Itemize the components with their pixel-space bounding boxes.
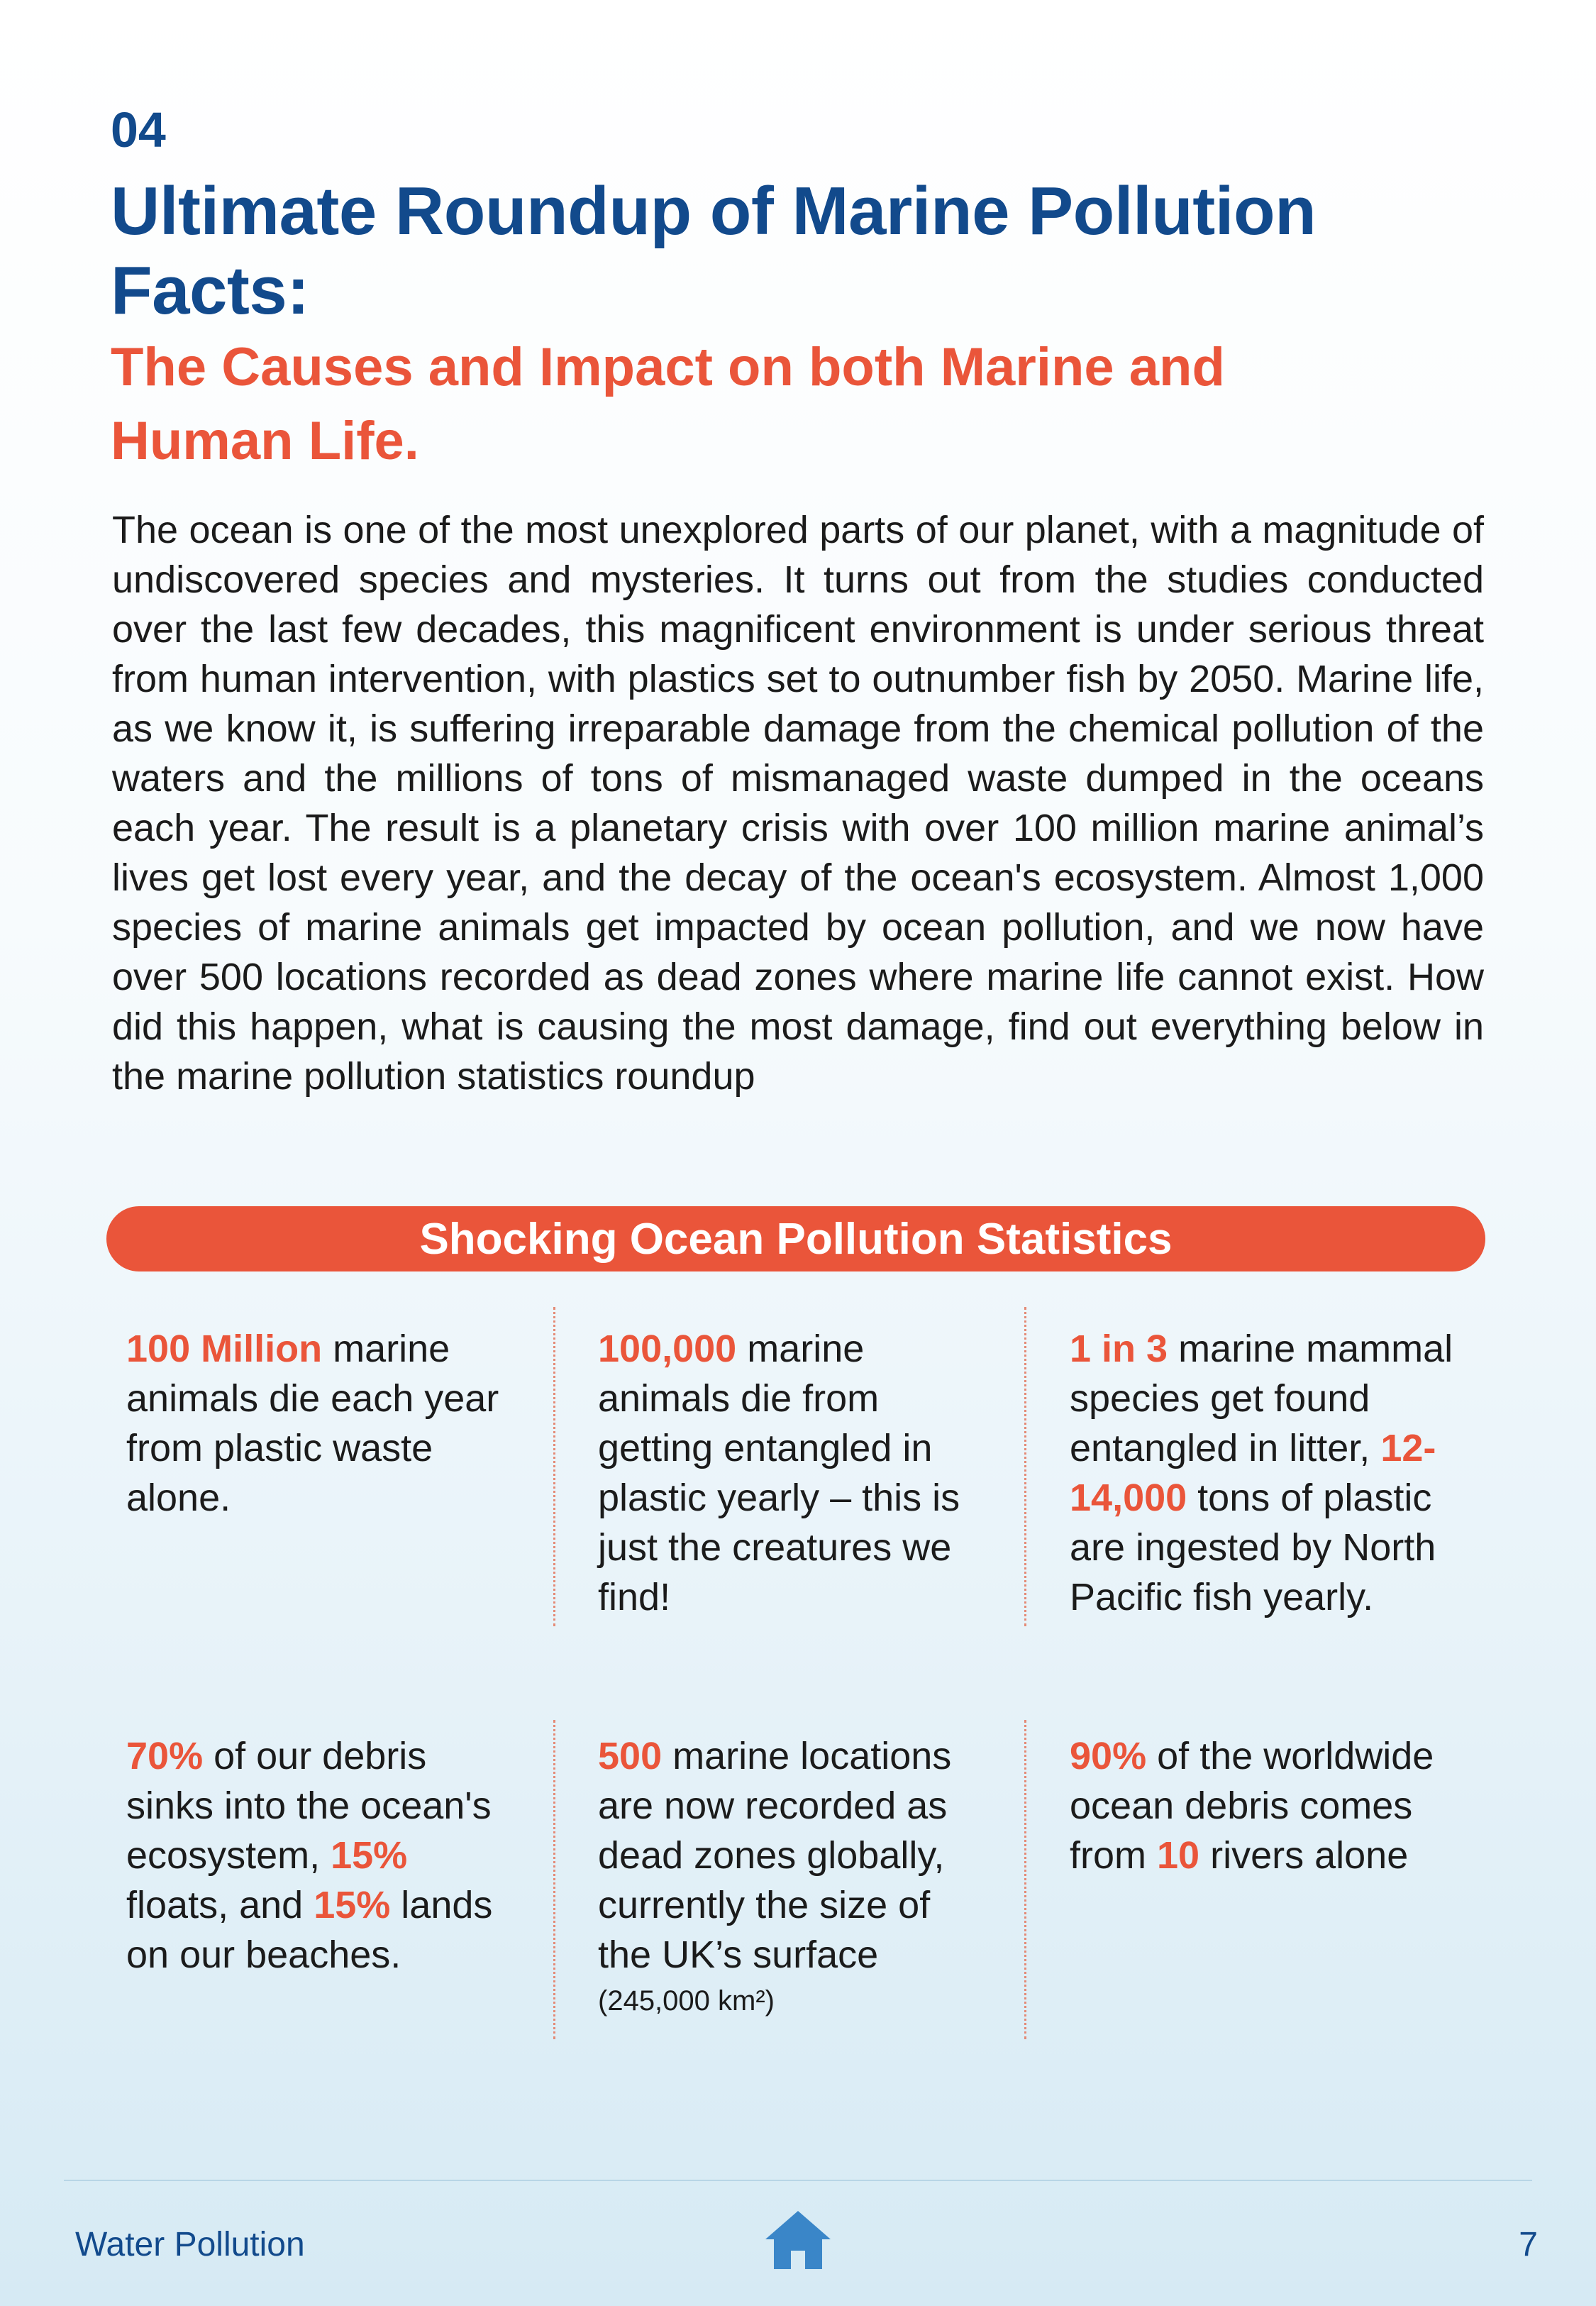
intro-paragraph: The ocean is one of the most unexplored parts of our planet, with a magnitude of undiscovered species and mysteries. It turns out from the studies conducted over the last few decades, this magnificent environment is under serious threat from human intervention, with plastics set to outnumber fish by 2050. Marine life, as we know it, is suffering irreparable damage from the chemical pollution of the waters and the millions of tons of mismanaged waste dumped in the oceans each year. The result is a planetary crisis with over 100 million marine animal’s lives get lost every year, and the decay of the ocean's ecosystem. Almost 1,000 species of marine animals get impacted by ocean pollution, and we now have over 500 locations recorded as dead zones where marine life cannot exist. How did this happen, what is causing the most damage, find out everything below in the marine pollution statistics roundup [112, 509, 1484, 1098]
column-divider [1024, 1307, 1026, 1626]
stat-highlight: 500 [598, 1735, 663, 1777]
column-divider [553, 1720, 555, 2039]
stat-card-1 [126, 1324, 523, 1523]
stat-text: marine locations are now recorded as dead zones globally, currently the size of the UK’s surface [598, 1735, 952, 1976]
stat-highlight: 90% [1070, 1735, 1147, 1777]
stat-text: marine mammal species get found entangled in litter, [1070, 1328, 1453, 1469]
stat-highlight: 15% [314, 1884, 391, 1926]
stat-card-3 [1070, 1324, 1467, 1622]
stat-text: floats, and [126, 1884, 314, 1926]
stat-note: (245,000 km²) [598, 1985, 775, 2017]
stats-banner-label: Shocking Ocean Pollution Statistics [419, 1214, 1173, 1264]
stats-banner [106, 1206, 1485, 1271]
stat-text: rivers alone [1199, 1834, 1409, 1877]
home-icon[interactable] [763, 2208, 833, 2272]
stat-card-6 [1070, 1731, 1439, 1880]
stat-text: of the worldwide ocean debris comes from [1070, 1735, 1434, 1877]
stat-card-2 [598, 1324, 995, 1622]
column-divider [1024, 1720, 1026, 2039]
stat-text: marine animals die each year from plastic waste alone. [126, 1328, 499, 1519]
stat-card-4 [126, 1731, 509, 1980]
footer-section-title: Water Pollution [75, 2226, 305, 2263]
stat-highlight: 100,000 [598, 1328, 737, 1370]
stat-highlight: 10 [1157, 1834, 1200, 1877]
stat-highlight: 1 in 3 [1070, 1328, 1168, 1370]
page-title: Ultimate Roundup of Marine Pollution Facts: [111, 173, 1317, 329]
page-number: 7 [1519, 2226, 1538, 2263]
stat-highlight: 70% [126, 1735, 204, 1777]
page-subtitle: The Causes and Impact on both Marine and Human Life. [111, 337, 1225, 471]
stat-text: of our debris sinks into the ocean's ecosystem, [126, 1735, 492, 1877]
column-divider [553, 1307, 555, 1626]
stat-highlight: 12-14,000 [1070, 1427, 1436, 1519]
section-number: 04 [111, 102, 166, 158]
stat-card-5 [598, 1731, 981, 2022]
stat-highlight: 100 Million [126, 1328, 323, 1370]
stat-text: lands on our beaches. [126, 1884, 493, 1976]
stat-text: marine animals die from getting entangled in plastic yearly – this is just the creatures we find! [598, 1328, 960, 1618]
stat-highlight: 15% [331, 1834, 408, 1877]
footer-divider [64, 2180, 1532, 2181]
stat-text: tons of plastic are ingested by North Pacific fish yearly. [1070, 1477, 1436, 1618]
